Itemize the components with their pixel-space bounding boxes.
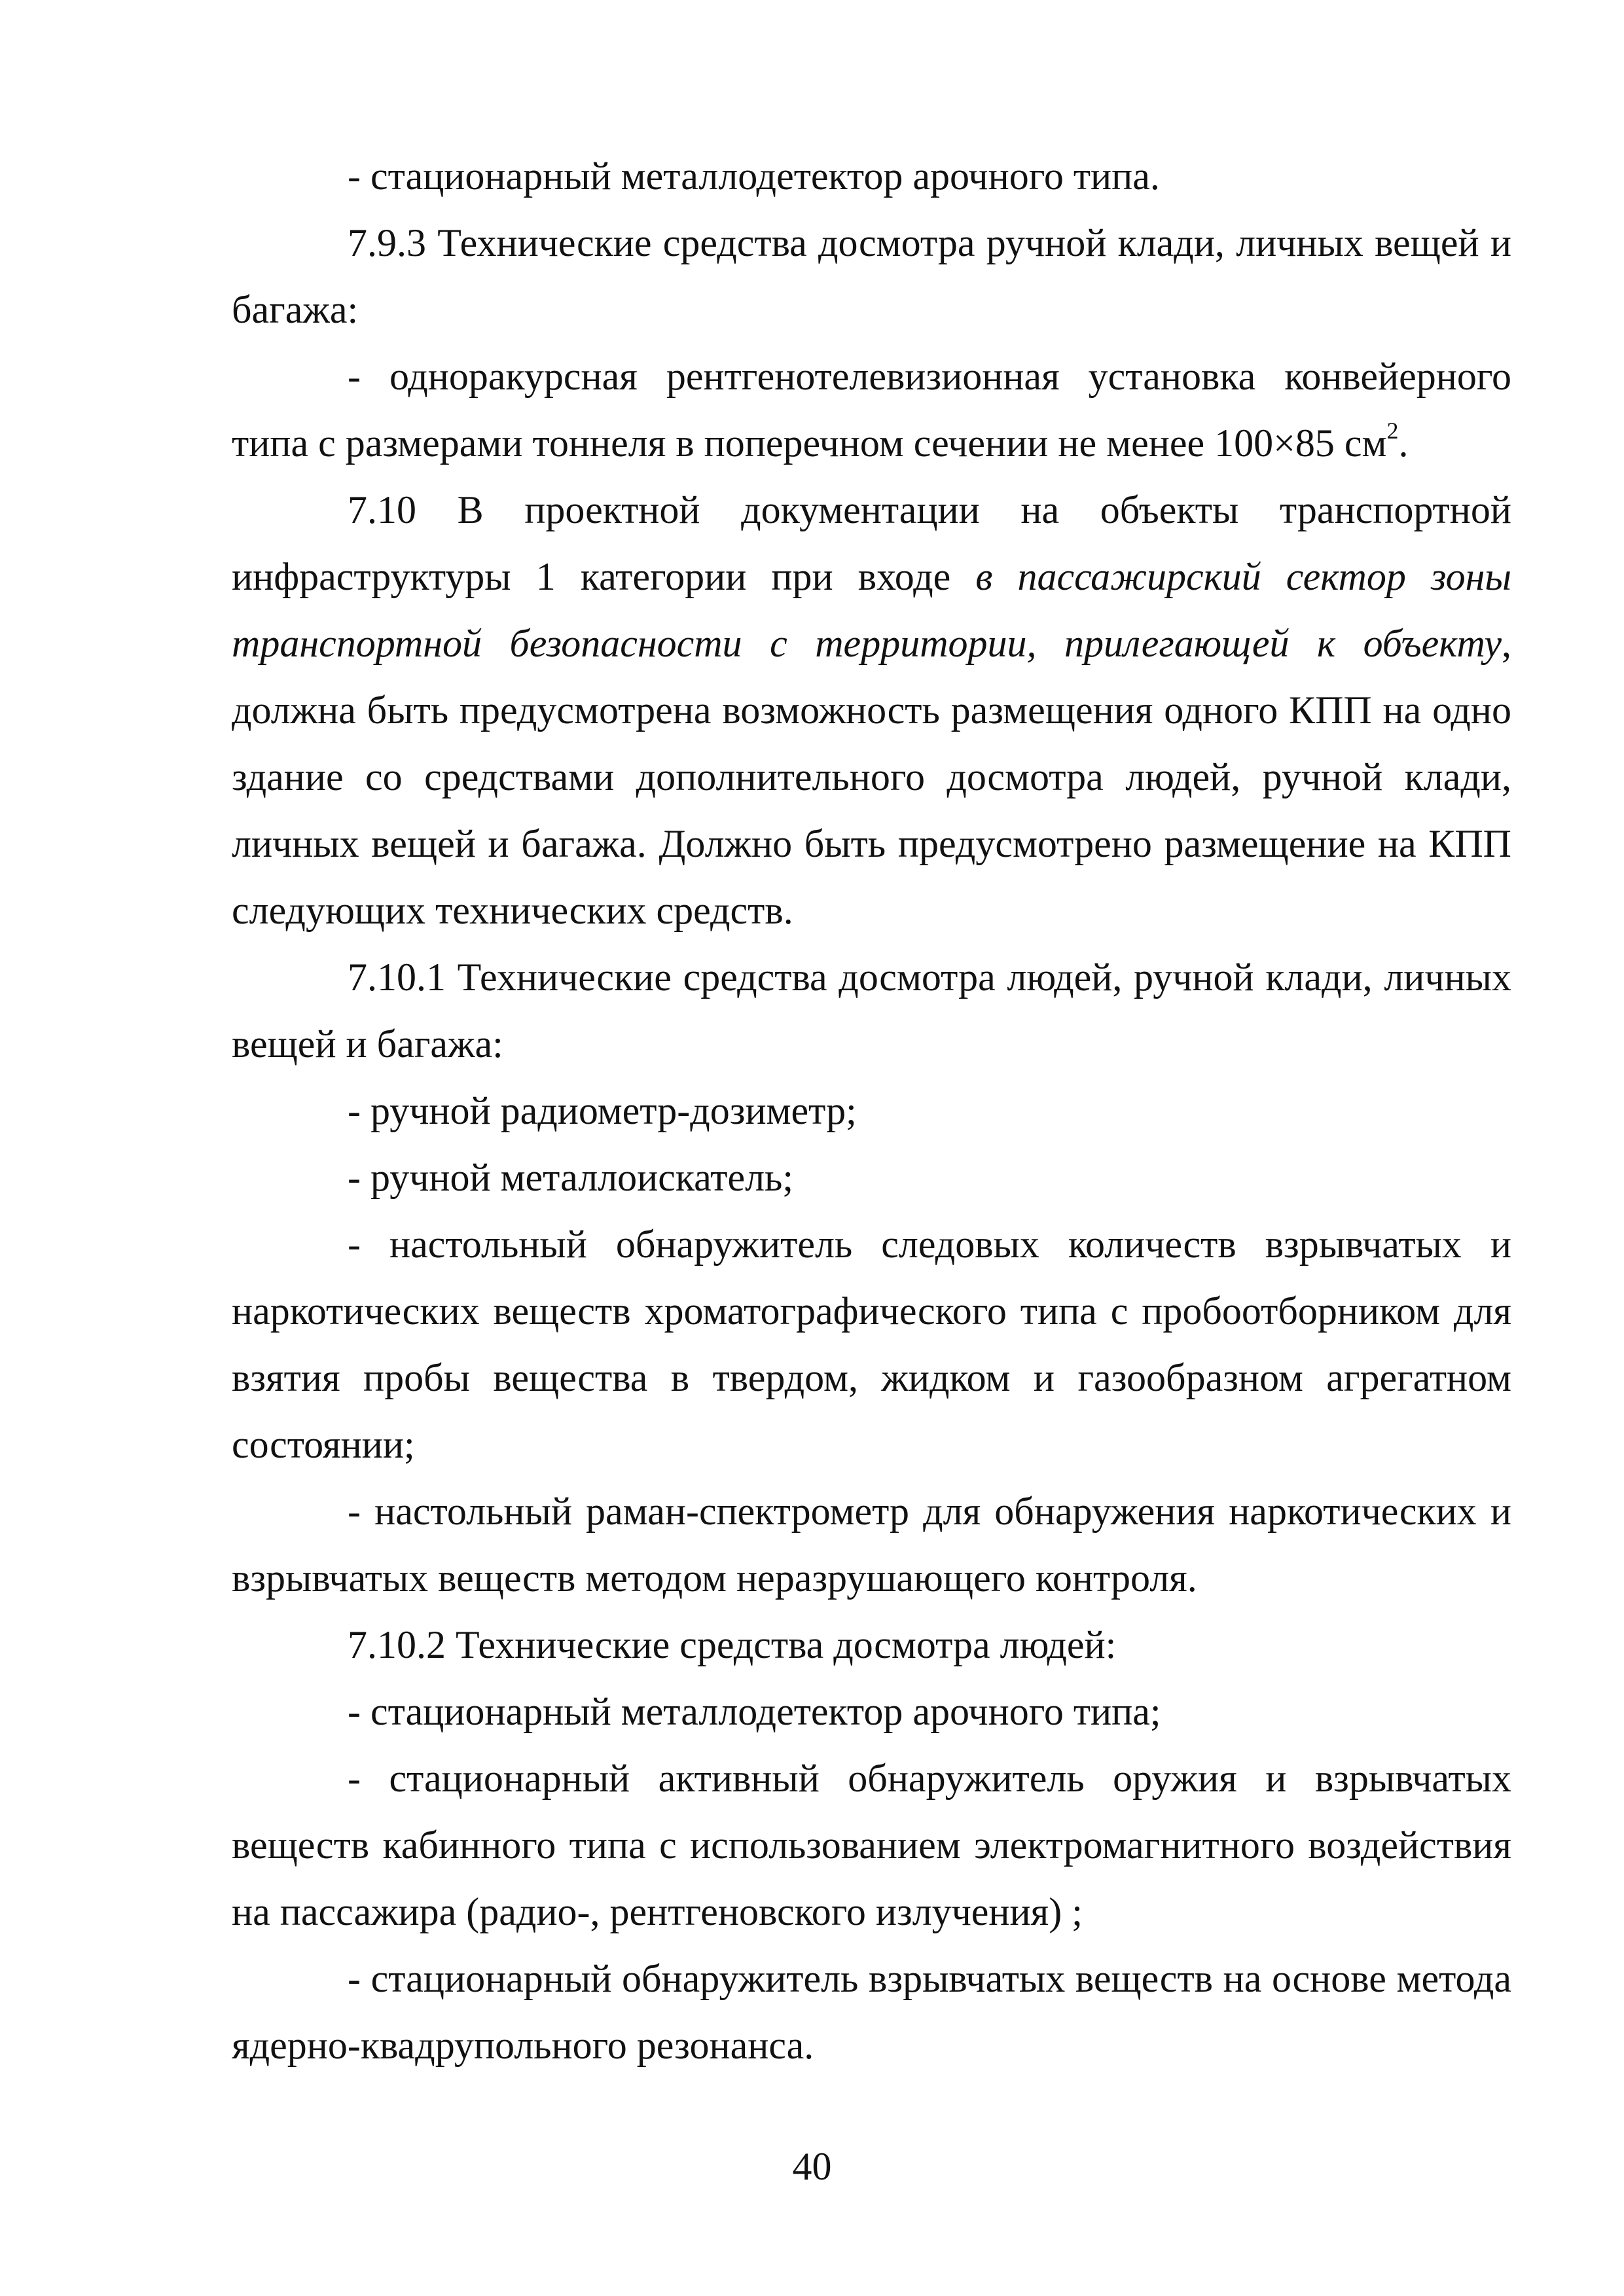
paragraph: 7.9.3 Технические средства досмотра ручной клади, личных вещей и багажа: (232, 221, 1511, 331)
paragraph: - ручной радиометр-дозиметр; (348, 1089, 857, 1132)
paragraph (232, 343, 1511, 476)
paragraph: - стационарный активный обнаружитель оружия и взрывчатых веществ кабинного типа с использованием электромагнитного воздействия на пассажира (радио-, рентгеновского излучения) ; (232, 1757, 1511, 1933)
italic-text: в пассажирский сектор зоны транспортной безопасности с территории, прилегающей к объекту (232, 555, 1511, 665)
paragraph: 7.10.2 Технические средства досмотра людей: (348, 1623, 1117, 1666)
page-number: 40 (792, 2145, 832, 2188)
paragraph: - стационарный металлодетектор арочного типа; (348, 1690, 1161, 1733)
paragraph: - настольный обнаружитель следовых количеств взрывчатых и наркотических веществ хроматографического типа с пробоотборником для взятия пробы вещества в твердом, жидком и газообразном агрегатном состоянии; (232, 1223, 1511, 1466)
paragraph-text: - одноракурсная рентгенотелевизионная установка конвейерного типа с размерами тоннеля в поперечном сечении не менее 100×85 см (232, 355, 1511, 465)
paragraph: 7.10.1 Технические средства досмотра людей, ручной клади, личных вещей и багажа: (232, 956, 1511, 1066)
paragraph: - стационарный обнаружитель взрывчатых веществ на основе метода ядерно-квадрупольного резонанса. (232, 1957, 1511, 2067)
paragraph (232, 476, 1511, 944)
superscript: 2 (1386, 418, 1399, 444)
paragraph-text: 7.10 В проектной документации на объекты транспортной инфраструктуры 1 категории при входе (232, 488, 1511, 598)
paragraph-end: . (1398, 422, 1409, 465)
paragraph: - стационарный металлодетектор арочного типа. (348, 154, 1160, 198)
document-body (232, 143, 1511, 2079)
paragraph-text: , должна быть предусмотрена возможность размещения одного КПП на одно здание со средствами дополнительного досмотра людей, ручной клади, личных вещей и багажа. Должно быть предусмотрено размещение на КПП следующих технических средств. (232, 622, 1511, 932)
paragraph: - настольный раман-спектрометр для обнаружения наркотических и взрывчатых веществ методом неразрушающего контроля. (232, 1490, 1511, 1600)
paragraph: - ручной металлоискатель; (348, 1156, 794, 1199)
